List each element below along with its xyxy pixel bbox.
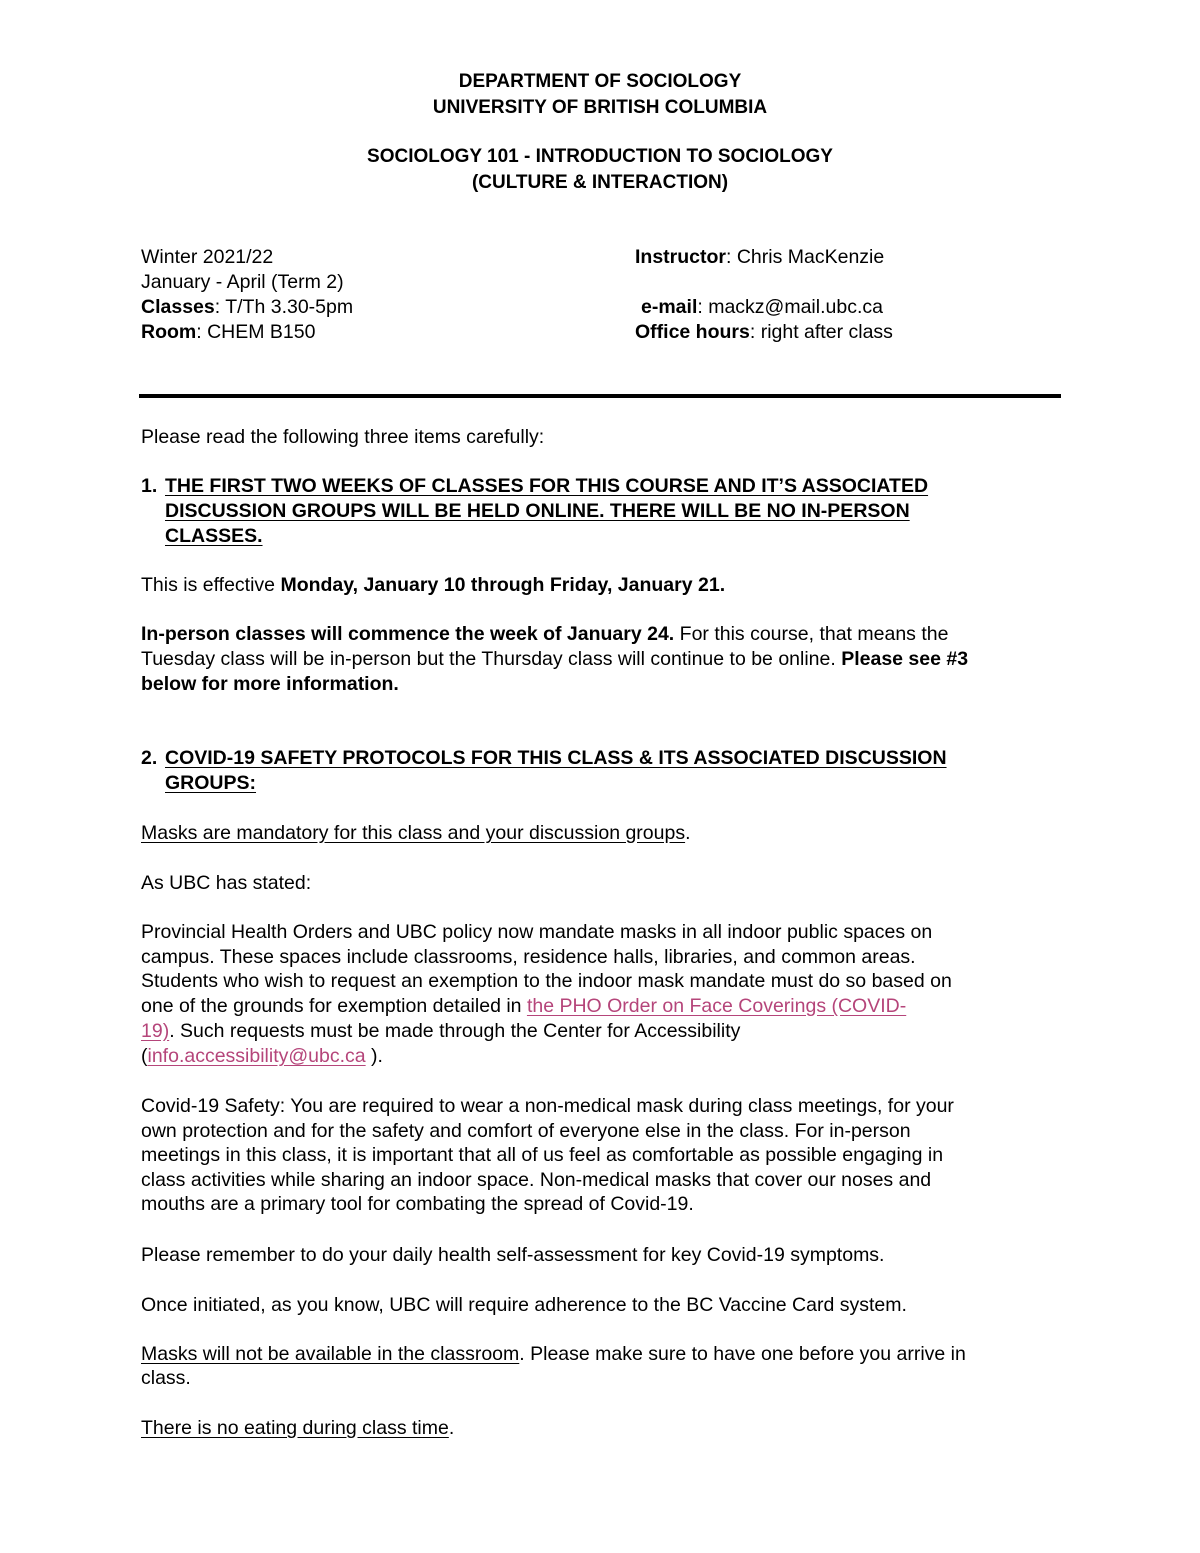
department-title: DEPARTMENT OF SOCIOLOGY — [458, 71, 742, 92]
office-hours-label: Office hours — [635, 321, 750, 343]
effective-range: Monday, January 10 through Friday, January 21. — [280, 574, 726, 596]
in-person-line-2 — [141, 647, 968, 671]
course-title: SOCIOLOGY 101 - INTRODUCTION TO SOCIOLOGY — [367, 146, 833, 167]
masks-mandatory-period: . — [685, 822, 691, 844]
masks-mandatory — [141, 821, 691, 845]
classes-value: : T/Th 3.30-5pm — [214, 296, 354, 318]
intro-text: Please read the following three items carefully: — [141, 426, 545, 448]
no-eating-period: . — [448, 1417, 455, 1439]
classes-label: Classes — [141, 296, 215, 318]
room-label: Room — [141, 321, 197, 343]
safety-line-4: class activities while sharing an indoor space. Non-medical masks that cover our noses and — [141, 1169, 932, 1191]
pho-order-link[interactable]: the PHO Order on Face Coverings (COVID- — [526, 995, 907, 1017]
safety-line-5: mouths are a primary tool for combating the spread of Covid-19. — [141, 1193, 694, 1215]
term-text: Winter 2021/22 — [141, 246, 274, 268]
no-eating-text: There is no eating during class time — [141, 1417, 449, 1439]
safety-line-1: Covid-19 Safety: You are required to wear a non-medical mask during class meetings, for your — [141, 1095, 954, 1117]
horizontal-rule — [139, 394, 1061, 398]
masks-availability-line-2: class. — [141, 1367, 191, 1389]
email-label: e-mail — [641, 296, 698, 318]
masks-availability-rest: . Please make sure to have one before you arrive in — [519, 1343, 966, 1365]
university-title: UNIVERSITY OF BRITISH COLUMBIA — [432, 97, 768, 118]
in-person-detail: For this course, that means the — [674, 623, 949, 645]
paren-open: ( — [141, 1045, 148, 1067]
effective-prefix: This is effective — [141, 574, 281, 596]
pho-order-link-continued[interactable]: 19) — [141, 1020, 170, 1042]
item-1-heading-line-2: DISCUSSION GROUPS WILL BE HELD ONLINE. THERE WILL BE NO IN-PERSON — [165, 500, 910, 522]
pho-line-4-text: one of the grounds for exemption detailed in — [141, 995, 527, 1017]
in-person-schedule: Tuesday class will be in-person but the Thursday class will continue to be online. — [141, 648, 842, 670]
office-hours-value: : right after class — [749, 321, 893, 343]
see-item-3-note: Please see #3 — [841, 648, 969, 670]
item-1-heading-line-3: CLASSES. — [165, 525, 263, 547]
item-2-heading-line-1: COVID-19 SAFETY PROTOCOLS FOR THIS CLASS & ITS ASSOCIATED DISCUSSION — [165, 747, 947, 769]
masks-availability-text: Masks will not be available in the classroom — [141, 1343, 520, 1365]
pho-line-4 — [141, 994, 906, 1018]
pho-line-6 — [141, 1044, 383, 1068]
office-hours-info — [635, 320, 893, 344]
instructor-info — [635, 245, 884, 269]
item-1-heading-line-1: THE FIRST TWO WEEKS OF CLASSES FOR THIS COURSE AND IT’S ASSOCIATED — [165, 475, 929, 497]
effective-dates — [141, 573, 725, 597]
classes-info — [141, 295, 353, 319]
safety-line-3: meetings in this class, it is important that all of us feel as comfortable as possible engaging in — [141, 1144, 944, 1166]
instructor-value: : Chris MacKenzie — [726, 246, 885, 268]
in-person-line-3: below for more information. — [141, 673, 399, 695]
pho-line-3: Students who wish to request an exemption to the indoor mask mandate must do so based on — [141, 970, 952, 992]
email-value: : mackz@mail.ubc.ca — [697, 296, 883, 318]
room-info — [141, 320, 315, 344]
vaccine-card: Once initiated, as you know, UBC will require adherence to the BC Vaccine Card system. — [141, 1294, 907, 1316]
in-person-line-1 — [141, 622, 948, 646]
item-2-heading-line-2: GROUPS: — [165, 772, 257, 794]
paren-close: ). — [365, 1045, 383, 1067]
no-eating — [141, 1416, 454, 1440]
accessibility-email-link[interactable]: info.accessibility@ubc.ca — [147, 1045, 366, 1067]
in-person-start: In-person classes will commence the week of January 24. — [141, 623, 675, 645]
ubc-stated: As UBC has stated: — [141, 872, 312, 894]
room-value: : CHEM B150 — [196, 321, 316, 343]
masks-availability — [141, 1342, 966, 1366]
pho-line-5-text: . Such requests must be made through the Center for Accessibility — [169, 1020, 741, 1042]
masks-mandatory-text: Masks are mandatory for this class and your discussion groups — [141, 822, 686, 844]
pho-line-5 — [141, 1019, 740, 1043]
email-info — [641, 295, 883, 319]
pho-line-1: Provincial Health Orders and UBC policy now mandate masks in all indoor public spaces on — [141, 921, 933, 943]
course-subtitle: (CULTURE & INTERACTION) — [471, 172, 729, 193]
pho-line-2: campus. These spaces include classrooms, residence halls, libraries, and common areas. — [141, 946, 916, 968]
instructor-label: Instructor — [635, 246, 727, 268]
health-assessment: Please remember to do your daily health self-assessment for key Covid-19 symptoms. — [141, 1244, 885, 1266]
item-2-number: 2. — [141, 747, 158, 769]
item-1-number: 1. — [141, 475, 158, 497]
months-text: January - April (Term 2) — [141, 271, 344, 293]
safety-line-2: own protection and for the safety and comfort of everyone else in the class. For in-person — [141, 1120, 911, 1142]
